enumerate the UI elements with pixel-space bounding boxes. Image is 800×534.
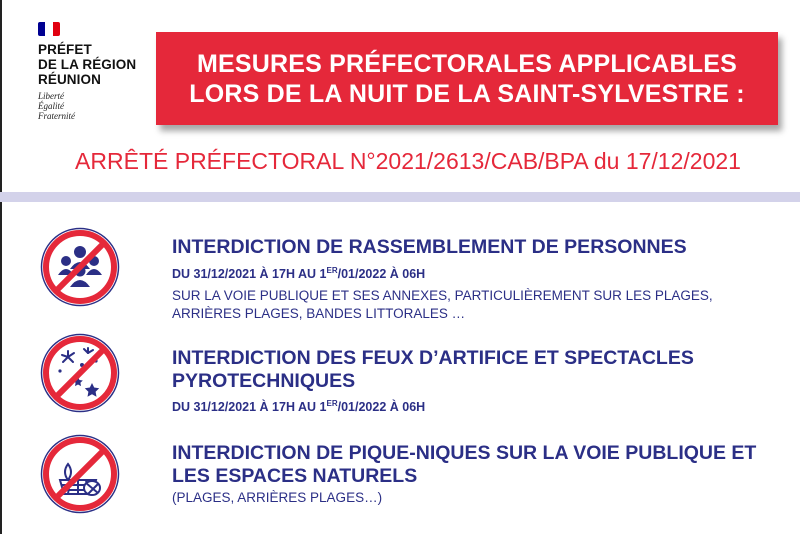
logo-line-2: DE LA RÉGION bbox=[38, 57, 137, 72]
rule-2-title: INTERDICTION DES FEUX D’ARTIFICE ET SPECTACLES PYROTECHNIQUES bbox=[172, 347, 694, 392]
rule-3-description: (PLAGES, ARRIÈRES PLAGES…) bbox=[172, 490, 383, 505]
rule-1-description: SUR LA VOIE PUBLIQUE ET SES ANNEXES, PARTICULIÈREMENT SUR LES PLAGES, ARRIÈRES PLAGES, BANDES LITTORALES … bbox=[172, 288, 713, 321]
no-gathering-icon bbox=[38, 225, 122, 309]
logo-line-1: PRÉFET bbox=[38, 42, 92, 57]
arrete-reference: ARRÊTÉ PRÉFECTORAL N°2021/2613/CAB/BPA du 17/12/2021 bbox=[75, 148, 741, 174]
logo-line-3: RÉUNION bbox=[38, 72, 101, 87]
republic-motto bbox=[38, 91, 138, 121]
no-fireworks-icon bbox=[38, 331, 122, 415]
section-divider bbox=[0, 192, 800, 202]
motto-egalite: Égalité bbox=[38, 101, 64, 111]
rule-1-title: INTERDICTION DE RASSEMBLEMENT DE PERSONNES bbox=[172, 236, 687, 258]
left-edge-line bbox=[0, 0, 2, 534]
header-line-1: MESURES PRÉFECTORALES APPLICABLES bbox=[197, 49, 737, 78]
rule-2-dates: DU 31/12/2021 À 17H AU 1ER/01/2022 À 06H bbox=[172, 399, 426, 414]
french-flag-icon bbox=[38, 22, 60, 36]
motto-liberte: Liberté bbox=[38, 91, 64, 101]
header-banner bbox=[156, 32, 778, 125]
prefecture-logo bbox=[38, 22, 138, 121]
rule-3-title: INTERDICTION DE PIQUE-NIQUES SUR LA VOIE PUBLIQUE ET LES ESPACES NATURELS bbox=[172, 442, 757, 487]
no-picnic-icon bbox=[38, 432, 122, 516]
header-line-2: LORS DE LA NUIT DE LA SAINT-SYLVESTRE : bbox=[189, 79, 745, 108]
motto-fraternite: Fraternité bbox=[38, 111, 75, 121]
logo-title bbox=[38, 42, 138, 87]
rule-1-dates: DU 31/12/2021 À 17H AU 1ER/01/2022 À 06H bbox=[172, 266, 426, 281]
